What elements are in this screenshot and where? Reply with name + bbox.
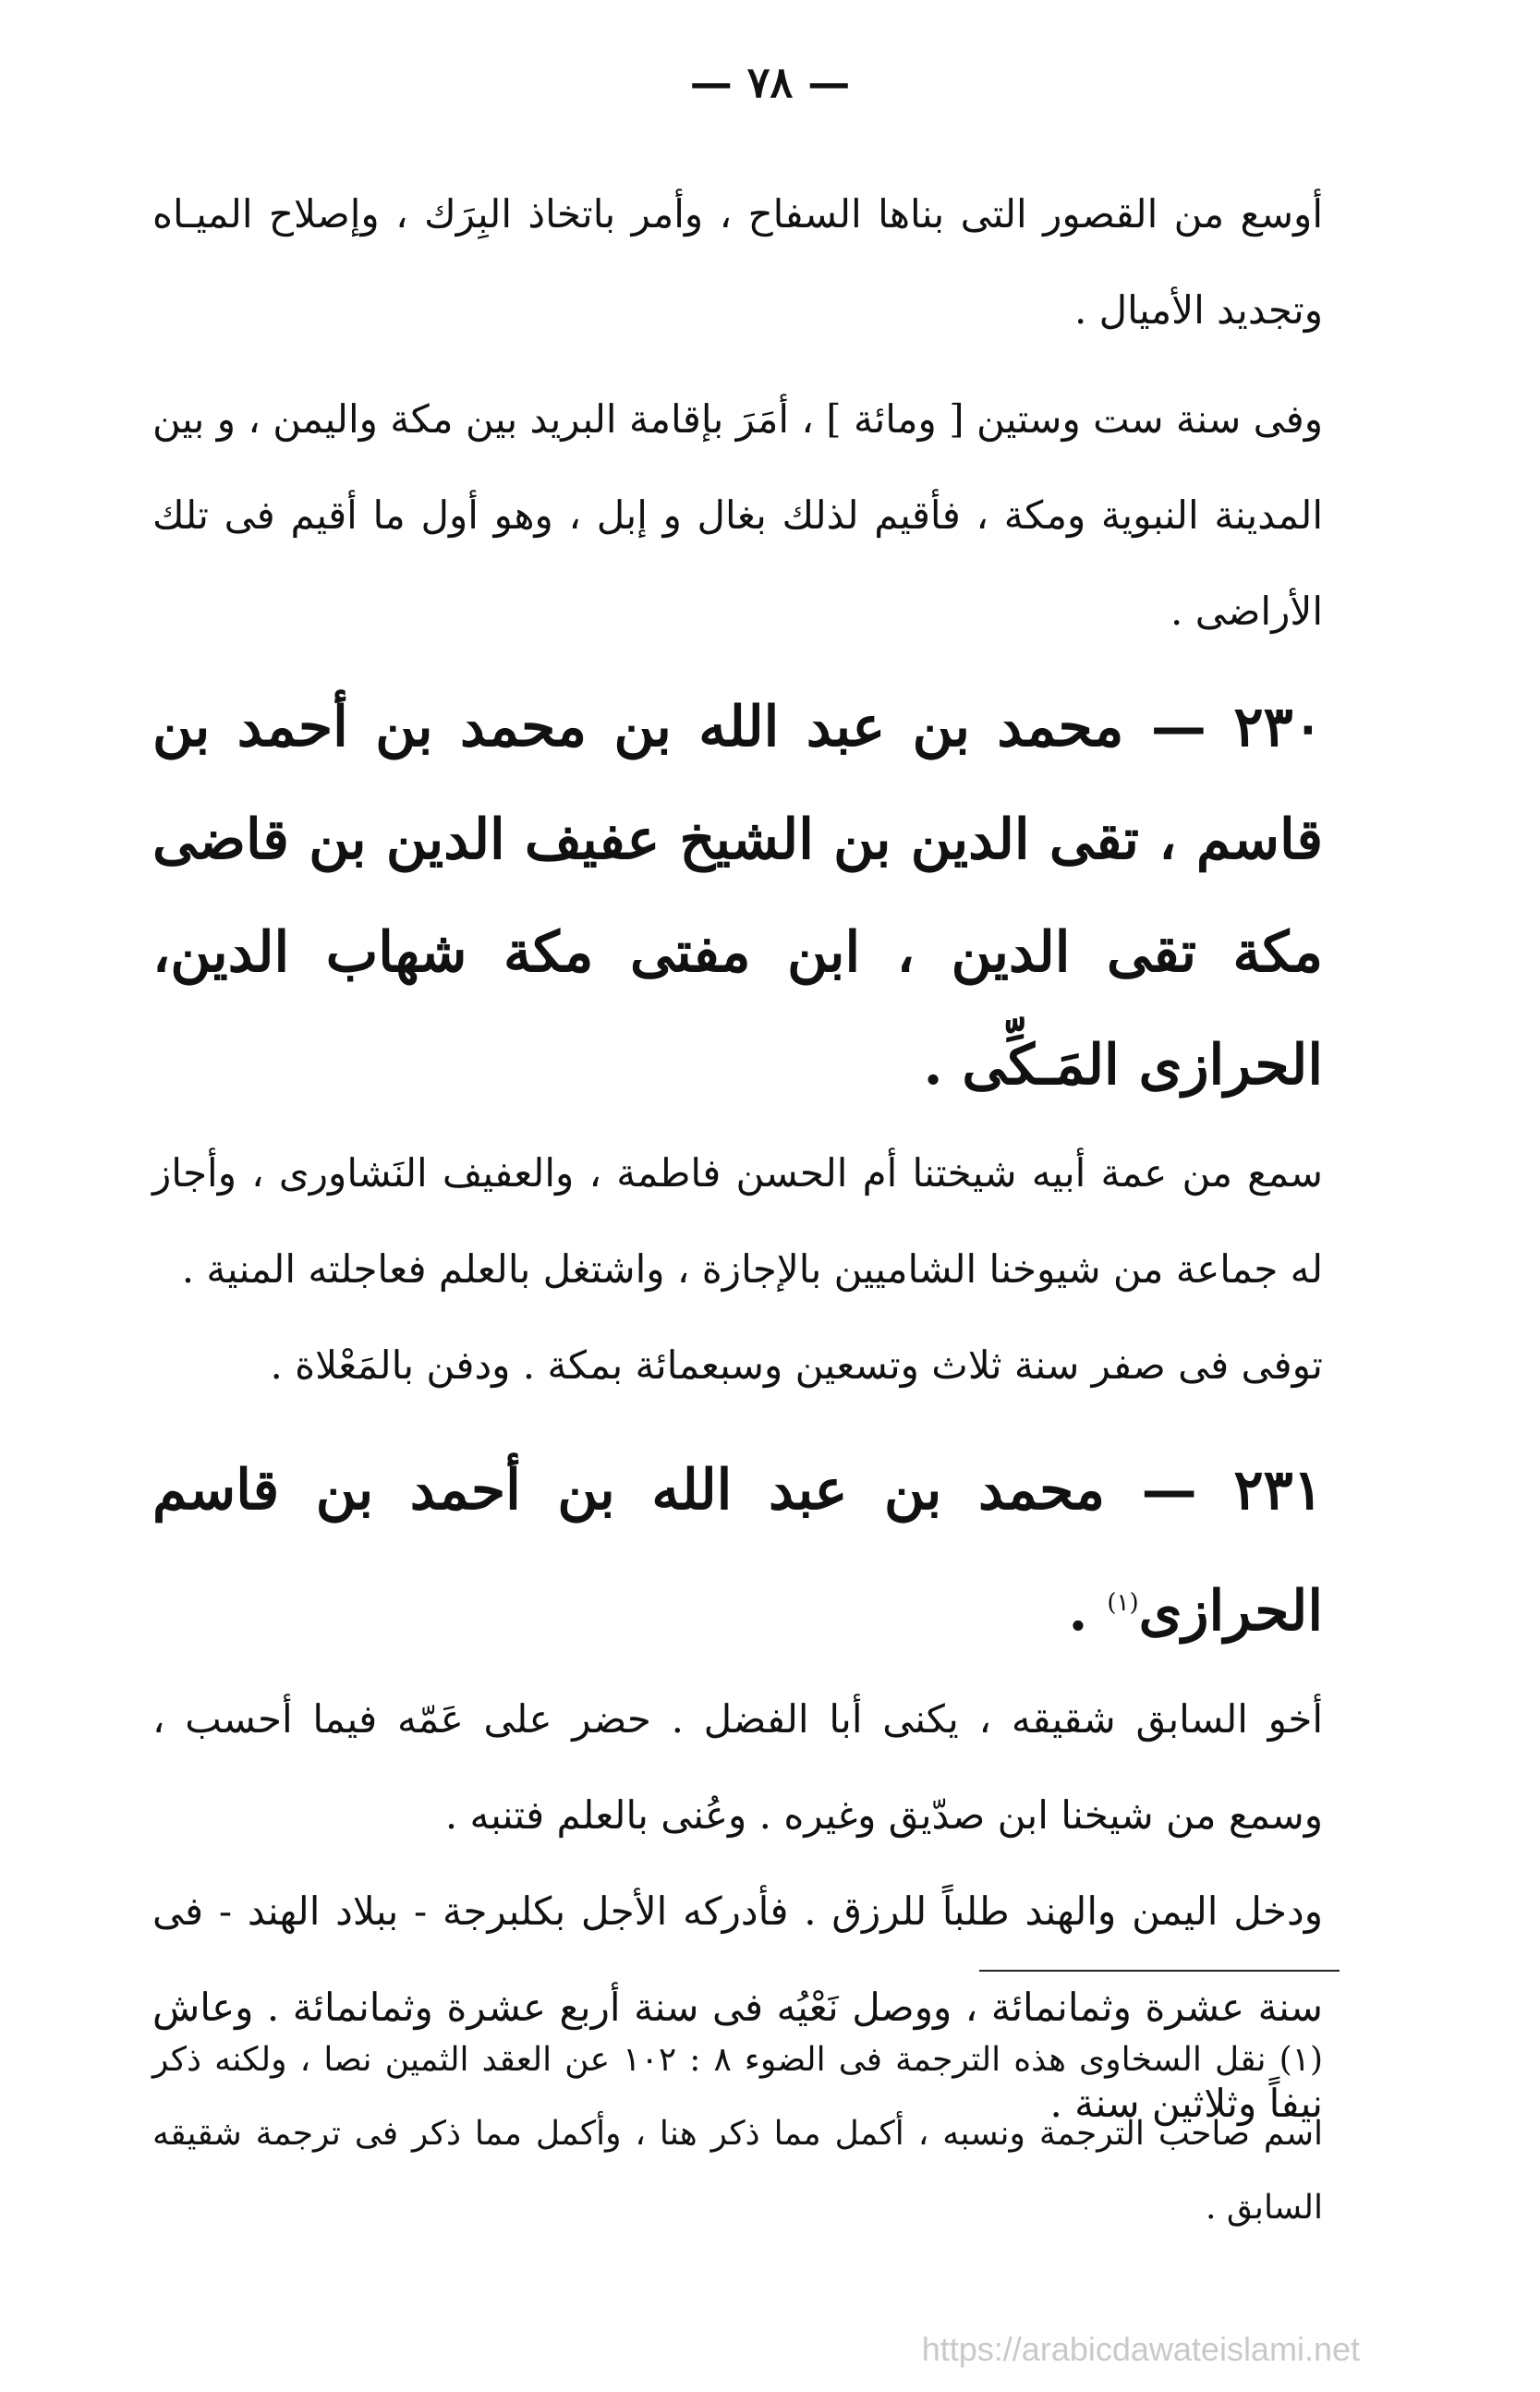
- entry-heading-231-end: .: [1068, 1579, 1108, 1644]
- footnotes: [152, 2023, 1323, 2245]
- paragraph-wells-and-miles: أوسع من القصور التى بناها السفاح ، وأمر باتخاذ البِرَك ، وإصلاح الميـاه وتجديد الأميال .: [152, 191, 1323, 333]
- entry-heading-230: ٢٣٠ — محمد بن عبد الله بن محمد بن أحمد بن قاسم ، تقى الدين بن الشيخ عفيف الدين بن قاضى مكة تقى الدين ، ابن مفتى مكة شهاب الدين، الحرازى المَـكِّى .: [152, 695, 1323, 1098]
- paragraph-postal-service: وفى سنة ست وستين [ ومائة ] ، أمَرَ بإقامة البريد بين مكة واليمن ، و بين المدينة النبوية ومكة ، فأقيم لذلك بغال و إبل ، وهو أول ما أقيم فى تلك الأراضى .: [152, 396, 1323, 634]
- entry-heading-231: [152, 1434, 1323, 1668]
- paragraph-entry-230-study: سمع من عمة أبيه شيختنا أم الحسن فاطمة ، والعفيف النَشاورى ، وأجاز له جماعة من شيوخنا الشاميين بالإجازة ، واشتغل بالعلم فعاجلته المنية .: [152, 1150, 1323, 1292]
- entry-heading-231-text: ٢٣١ — محمد بن عبد الله بن أحمد بن قاسم الحرازى: [152, 1458, 1323, 1644]
- footnote-separator: [979, 1970, 1340, 1972]
- paragraph-entry-231-travel: ودخل اليمن والهند طلباً للرزق . فأدركه الأجل بكلبرجة - ببلاد الهند - فى سنة عشرة وثمانمائة ، ووصل نَعْيُه فى سنة أربع عشرة وثمانمائة . وعاش نيفاً وثلاثين سنة .: [152, 1888, 1323, 2126]
- footnote-1: (١) نقل السخاوى هذه الترجمة فى الضوء ٨ : ١٠٢ عن العقد الثمين نصا ، ولكنه ذكر اسم صاحب الترجمة ونسبه ، أكمل مما ذكر هنا ، وأكمل مما ذكر فى ترجمة شقيقه السابق .: [152, 2041, 1324, 2227]
- paragraph-entry-230-death: توفى فى صفر سنة ثلاث وتسعين وسبعمائة بمكة . ودفن بالمَعْلاة .: [270, 1342, 1323, 1388]
- watermark-url: https://arabicdawateislami.net: [921, 2330, 1360, 2368]
- paragraph-entry-231-study: أخو السابق شقيقه ، يكنى أبا الفضل . حضر على عَمّه فيما أحسب ، وسمع من شيخنا ابن صدّيق وغيره . وعُنى بالعلم فتنبه .: [152, 1696, 1323, 1838]
- main-text: [152, 166, 1323, 2152]
- footnote-marker: (١): [1107, 1589, 1139, 1617]
- page-number: — ٧٨ —: [689, 57, 851, 107]
